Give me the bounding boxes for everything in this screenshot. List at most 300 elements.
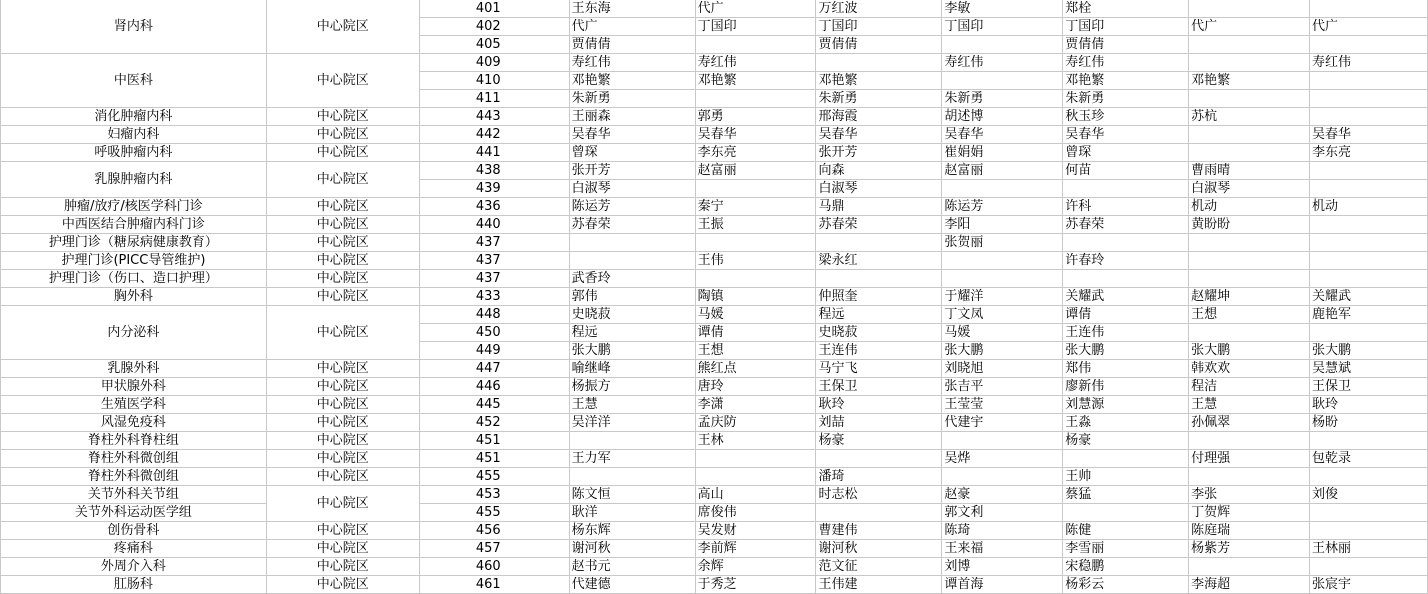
doctor-cell[interactable]: 张大鹏 [1189, 342, 1310, 360]
department-cell[interactable]: 创伤骨科 [1, 522, 267, 540]
department-cell[interactable]: 护理门诊（伤口、造口护理） [1, 270, 267, 288]
doctor-cell[interactable]: 吴春华 [1310, 126, 1428, 144]
doctor-cell[interactable]: 杨振方 [569, 378, 695, 396]
doctor-cell[interactable]: 白淑琴 [816, 180, 942, 198]
room-cell[interactable]: 439 [419, 180, 569, 198]
doctor-cell[interactable] [942, 36, 1063, 54]
campus-cell[interactable]: 中心院区 [266, 252, 419, 270]
doctor-cell[interactable]: 王振 [695, 216, 816, 234]
department-cell[interactable]: 护理门诊（糖尿病健康教育） [1, 234, 267, 252]
doctor-cell[interactable]: 李潇 [695, 396, 816, 414]
room-cell[interactable]: 410 [419, 72, 569, 90]
doctor-cell[interactable] [1310, 234, 1428, 252]
doctor-cell[interactable] [1310, 468, 1428, 486]
room-cell[interactable]: 442 [419, 126, 569, 144]
doctor-cell[interactable]: 杨紫芳 [1189, 540, 1310, 558]
room-cell[interactable]: 448 [419, 306, 569, 324]
doctor-cell[interactable]: 史晓菽 [816, 324, 942, 342]
campus-cell[interactable]: 中心院区 [266, 54, 419, 108]
doctor-cell[interactable]: 杨彩云 [1063, 576, 1189, 594]
department-cell[interactable]: 生殖医学科 [1, 396, 267, 414]
doctor-cell[interactable] [816, 270, 942, 288]
doctor-cell[interactable]: 代建宇 [942, 414, 1063, 432]
doctor-cell[interactable] [816, 450, 942, 468]
campus-cell[interactable]: 中心院区 [266, 162, 419, 198]
doctor-cell[interactable]: 曾琛 [569, 144, 695, 162]
doctor-cell[interactable]: 机动 [1189, 198, 1310, 216]
doctor-cell[interactable] [1189, 90, 1310, 108]
room-cell[interactable]: 402 [419, 18, 569, 36]
department-cell[interactable]: 关节外科关节组 [1, 486, 267, 504]
doctor-cell[interactable]: 赵豪 [942, 486, 1063, 504]
doctor-cell[interactable]: 朱新勇 [1063, 90, 1189, 108]
department-cell[interactable]: 妇瘤内科 [1, 126, 267, 144]
doctor-cell[interactable] [695, 90, 816, 108]
doctor-cell[interactable] [1310, 108, 1428, 126]
doctor-cell[interactable]: 程洁 [1189, 378, 1310, 396]
doctor-cell[interactable]: 崔娟娟 [942, 144, 1063, 162]
doctor-cell[interactable] [695, 270, 816, 288]
doctor-cell[interactable]: 张大鹏 [569, 342, 695, 360]
doctor-cell[interactable]: 代广 [1189, 18, 1310, 36]
department-cell[interactable]: 外周介入科 [1, 558, 267, 576]
doctor-cell[interactable]: 廖新伟 [1063, 378, 1189, 396]
doctor-cell[interactable] [569, 252, 695, 270]
doctor-cell[interactable]: 代广 [569, 18, 695, 36]
doctor-cell[interactable]: 朱新勇 [816, 90, 942, 108]
doctor-cell[interactable] [1063, 180, 1189, 198]
doctor-cell[interactable]: 杨豪 [816, 432, 942, 450]
doctor-cell[interactable]: 刘慧源 [1063, 396, 1189, 414]
doctor-cell[interactable]: 李东亮 [1310, 144, 1428, 162]
doctor-cell[interactable]: 秋玉珍 [1063, 108, 1189, 126]
doctor-cell[interactable] [1063, 234, 1189, 252]
doctor-cell[interactable]: 机动 [1310, 198, 1428, 216]
doctor-cell[interactable] [1063, 450, 1189, 468]
doctor-cell[interactable] [1310, 162, 1428, 180]
doctor-cell[interactable] [1310, 504, 1428, 522]
doctor-cell[interactable] [942, 468, 1063, 486]
doctor-cell[interactable]: 李前辉 [695, 540, 816, 558]
doctor-cell[interactable]: 喻继峰 [569, 360, 695, 378]
doctor-cell[interactable]: 吴发财 [695, 522, 816, 540]
doctor-cell[interactable]: 张大鹏 [1063, 342, 1189, 360]
department-cell[interactable]: 甲状腺外科 [1, 378, 267, 396]
doctor-cell[interactable]: 曹雨晴 [1189, 162, 1310, 180]
doctor-cell[interactable]: 邓艳繁 [695, 72, 816, 90]
doctor-cell[interactable] [1310, 522, 1428, 540]
doctor-cell[interactable]: 陈庭瑞 [1189, 522, 1310, 540]
campus-cell[interactable]: 中心院区 [266, 126, 419, 144]
doctor-cell[interactable]: 代建德 [569, 576, 695, 594]
room-cell[interactable]: 445 [419, 396, 569, 414]
doctor-cell[interactable]: 郑栓 [1063, 0, 1189, 18]
doctor-cell[interactable]: 王想 [695, 342, 816, 360]
doctor-cell[interactable] [1310, 36, 1428, 54]
doctor-cell[interactable]: 谢河秋 [569, 540, 695, 558]
doctor-cell[interactable]: 郭伟 [569, 288, 695, 306]
room-cell[interactable]: 440 [419, 216, 569, 234]
doctor-cell[interactable]: 马媛 [695, 306, 816, 324]
doctor-cell[interactable]: 邓艳繁 [1063, 72, 1189, 90]
doctor-cell[interactable]: 寿红伟 [1063, 54, 1189, 72]
doctor-cell[interactable] [569, 468, 695, 486]
doctor-cell[interactable]: 吴春华 [816, 126, 942, 144]
room-cell[interactable]: 461 [419, 576, 569, 594]
doctor-cell[interactable]: 刘晓旭 [942, 360, 1063, 378]
doctor-cell[interactable]: 包乾录 [1310, 450, 1428, 468]
doctor-cell[interactable]: 马宁飞 [816, 360, 942, 378]
room-cell[interactable]: 436 [419, 198, 569, 216]
doctor-cell[interactable]: 李东亮 [695, 144, 816, 162]
doctor-cell[interactable]: 张贺丽 [942, 234, 1063, 252]
doctor-cell[interactable]: 贾倩倩 [569, 36, 695, 54]
campus-cell[interactable]: 中心院区 [266, 450, 419, 468]
doctor-cell[interactable] [1189, 468, 1310, 486]
department-cell[interactable]: 肾内科 [1, 0, 267, 54]
doctor-cell[interactable]: 白淑琴 [1189, 180, 1310, 198]
doctor-cell[interactable]: 宋稳鹏 [1063, 558, 1189, 576]
room-cell[interactable]: 438 [419, 162, 569, 180]
room-cell[interactable]: 437 [419, 234, 569, 252]
doctor-cell[interactable]: 王林丽 [1310, 540, 1428, 558]
doctor-cell[interactable] [1189, 144, 1310, 162]
department-cell[interactable]: 关节外科运动医学组 [1, 504, 267, 522]
room-cell[interactable]: 457 [419, 540, 569, 558]
doctor-cell[interactable] [816, 234, 942, 252]
doctor-cell[interactable] [942, 432, 1063, 450]
campus-cell[interactable]: 中心院区 [266, 378, 419, 396]
doctor-cell[interactable]: 王慧 [569, 396, 695, 414]
room-cell[interactable]: 443 [419, 108, 569, 126]
doctor-cell[interactable]: 贾倩倩 [1063, 36, 1189, 54]
doctor-cell[interactable]: 杨东辉 [569, 522, 695, 540]
doctor-cell[interactable] [1310, 270, 1428, 288]
doctor-cell[interactable] [1310, 252, 1428, 270]
doctor-cell[interactable]: 武香玲 [569, 270, 695, 288]
doctor-cell[interactable]: 王淼 [1063, 414, 1189, 432]
doctor-cell[interactable]: 赵富丽 [695, 162, 816, 180]
campus-cell[interactable]: 中心院区 [266, 198, 419, 216]
room-cell[interactable]: 447 [419, 360, 569, 378]
doctor-cell[interactable] [1189, 252, 1310, 270]
doctor-cell[interactable]: 王林 [695, 432, 816, 450]
doctor-cell[interactable]: 蔡猛 [1063, 486, 1189, 504]
doctor-cell[interactable] [1189, 558, 1310, 576]
doctor-cell[interactable]: 邓艳繁 [569, 72, 695, 90]
doctor-cell[interactable]: 赵耀坤 [1189, 288, 1310, 306]
campus-cell[interactable]: 中心院区 [266, 468, 419, 486]
room-cell[interactable]: 451 [419, 450, 569, 468]
room-cell[interactable]: 453 [419, 486, 569, 504]
doctor-cell[interactable]: 苏杭 [1189, 108, 1310, 126]
doctor-cell[interactable]: 代广 [695, 0, 816, 18]
doctor-cell[interactable]: 张开芳 [569, 162, 695, 180]
doctor-cell[interactable]: 刘博 [942, 558, 1063, 576]
doctor-cell[interactable]: 苏春荣 [569, 216, 695, 234]
doctor-cell[interactable]: 耿玲 [1310, 396, 1428, 414]
doctor-cell[interactable]: 程远 [569, 324, 695, 342]
doctor-cell[interactable]: 王保卫 [1310, 378, 1428, 396]
department-cell[interactable]: 肿瘤/放疗/核医学科门诊 [1, 198, 267, 216]
doctor-cell[interactable]: 丁国印 [816, 18, 942, 36]
doctor-cell[interactable]: 关耀武 [1063, 288, 1189, 306]
doctor-cell[interactable]: 孙佩翠 [1189, 414, 1310, 432]
doctor-cell[interactable] [569, 234, 695, 252]
doctor-cell[interactable]: 张大鹏 [942, 342, 1063, 360]
doctor-cell[interactable]: 郑伟 [1063, 360, 1189, 378]
doctor-cell[interactable]: 王莹莹 [942, 396, 1063, 414]
doctor-cell[interactable]: 李海超 [1189, 576, 1310, 594]
doctor-cell[interactable]: 贾倩倩 [816, 36, 942, 54]
doctor-cell[interactable]: 吴洋洋 [569, 414, 695, 432]
department-cell[interactable]: 脊柱外科微创组 [1, 468, 267, 486]
doctor-cell[interactable]: 鹿艳军 [1310, 306, 1428, 324]
doctor-cell[interactable]: 秦宁 [695, 198, 816, 216]
doctor-cell[interactable]: 耿玲 [816, 396, 942, 414]
room-cell[interactable]: 409 [419, 54, 569, 72]
doctor-cell[interactable]: 程远 [816, 306, 942, 324]
doctor-cell[interactable]: 王力军 [569, 450, 695, 468]
department-cell[interactable]: 中西医结合肿瘤内科门诊 [1, 216, 267, 234]
doctor-cell[interactable]: 许科 [1063, 198, 1189, 216]
doctor-cell[interactable] [1189, 432, 1310, 450]
doctor-cell[interactable] [1310, 324, 1428, 342]
doctor-cell[interactable]: 韩欢欢 [1189, 360, 1310, 378]
doctor-cell[interactable] [1310, 90, 1428, 108]
campus-cell[interactable]: 中心院区 [266, 522, 419, 540]
room-cell[interactable]: 456 [419, 522, 569, 540]
doctor-cell[interactable]: 朱新勇 [569, 90, 695, 108]
room-cell[interactable]: 455 [419, 504, 569, 522]
doctor-cell[interactable] [1189, 324, 1310, 342]
doctor-cell[interactable]: 熊红点 [695, 360, 816, 378]
doctor-cell[interactable]: 孟庆防 [695, 414, 816, 432]
campus-cell[interactable]: 中心院区 [266, 396, 419, 414]
doctor-cell[interactable]: 丁国印 [1063, 18, 1189, 36]
doctor-cell[interactable]: 范文征 [816, 558, 942, 576]
doctor-cell[interactable]: 王帅 [1063, 468, 1189, 486]
doctor-cell[interactable]: 邓艳繁 [1189, 72, 1310, 90]
room-cell[interactable]: 433 [419, 288, 569, 306]
doctor-cell[interactable]: 于秀芝 [695, 576, 816, 594]
doctor-cell[interactable] [695, 36, 816, 54]
doctor-cell[interactable]: 李阳 [942, 216, 1063, 234]
doctor-cell[interactable]: 史晓菽 [569, 306, 695, 324]
doctor-cell[interactable]: 陈运芳 [942, 198, 1063, 216]
doctor-cell[interactable]: 寿红伟 [942, 54, 1063, 72]
doctor-cell[interactable] [1189, 234, 1310, 252]
doctor-cell[interactable]: 邓艳繁 [816, 72, 942, 90]
doctor-cell[interactable]: 刘俊 [1310, 486, 1428, 504]
doctor-cell[interactable]: 刘喆 [816, 414, 942, 432]
doctor-cell[interactable]: 马媛 [942, 324, 1063, 342]
campus-cell[interactable]: 中心院区 [266, 486, 419, 522]
department-cell[interactable]: 消化肿瘤内科 [1, 108, 267, 126]
doctor-cell[interactable]: 付理强 [1189, 450, 1310, 468]
doctor-cell[interactable]: 寿红伟 [695, 54, 816, 72]
campus-cell[interactable]: 中心院区 [266, 360, 419, 378]
doctor-cell[interactable]: 余辉 [695, 558, 816, 576]
room-cell[interactable]: 460 [419, 558, 569, 576]
doctor-cell[interactable]: 吴烨 [942, 450, 1063, 468]
doctor-cell[interactable]: 张吉平 [942, 378, 1063, 396]
campus-cell[interactable]: 中心院区 [266, 306, 419, 360]
doctor-cell[interactable]: 杨盼 [1310, 414, 1428, 432]
department-cell[interactable]: 脊柱外科脊柱组 [1, 432, 267, 450]
doctor-cell[interactable]: 于耀洋 [942, 288, 1063, 306]
doctor-cell[interactable]: 郭文利 [942, 504, 1063, 522]
doctor-cell[interactable] [569, 432, 695, 450]
doctor-cell[interactable]: 吴春华 [695, 126, 816, 144]
department-cell[interactable]: 中医科 [1, 54, 267, 108]
doctor-cell[interactable]: 向森 [816, 162, 942, 180]
doctor-cell[interactable] [1310, 432, 1428, 450]
campus-cell[interactable]: 中心院区 [266, 234, 419, 252]
doctor-cell[interactable] [942, 180, 1063, 198]
doctor-cell[interactable]: 杨豪 [1063, 432, 1189, 450]
doctor-cell[interactable]: 王保卫 [816, 378, 942, 396]
doctor-cell[interactable]: 仲照奎 [816, 288, 942, 306]
doctor-cell[interactable]: 时志松 [816, 486, 942, 504]
doctor-cell[interactable]: 曾琛 [1063, 144, 1189, 162]
doctor-cell[interactable]: 谭倩 [695, 324, 816, 342]
doctor-cell[interactable]: 唐玲 [695, 378, 816, 396]
doctor-cell[interactable]: 王丽森 [569, 108, 695, 126]
doctor-cell[interactable]: 王伟建 [816, 576, 942, 594]
doctor-cell[interactable] [942, 252, 1063, 270]
doctor-cell[interactable]: 关耀武 [1310, 288, 1428, 306]
doctor-cell[interactable]: 白淑琴 [569, 180, 695, 198]
doctor-cell[interactable]: 赵富丽 [942, 162, 1063, 180]
doctor-cell[interactable]: 陈运芳 [569, 198, 695, 216]
room-cell[interactable]: 446 [419, 378, 569, 396]
doctor-cell[interactable]: 谭首海 [942, 576, 1063, 594]
doctor-cell[interactable] [1189, 54, 1310, 72]
doctor-cell[interactable] [1189, 0, 1310, 18]
doctor-cell[interactable]: 郭勇 [695, 108, 816, 126]
doctor-cell[interactable] [1189, 126, 1310, 144]
doctor-cell[interactable]: 苏春荣 [816, 216, 942, 234]
doctor-cell[interactable]: 许春玲 [1063, 252, 1189, 270]
doctor-cell[interactable]: 苏春荣 [1063, 216, 1189, 234]
doctor-cell[interactable]: 胡述博 [942, 108, 1063, 126]
doctor-cell[interactable]: 寿红伟 [1310, 54, 1428, 72]
doctor-cell[interactable]: 丁国印 [695, 18, 816, 36]
doctor-cell[interactable]: 王来福 [942, 540, 1063, 558]
room-cell[interactable]: 449 [419, 342, 569, 360]
doctor-cell[interactable]: 邢海霞 [816, 108, 942, 126]
doctor-cell[interactable] [1063, 504, 1189, 522]
department-cell[interactable]: 乳腺外科 [1, 360, 267, 378]
doctor-cell[interactable]: 王慧 [1189, 396, 1310, 414]
doctor-cell[interactable] [1310, 216, 1428, 234]
doctor-cell[interactable]: 吴春华 [942, 126, 1063, 144]
doctor-cell[interactable]: 陈琦 [942, 522, 1063, 540]
department-cell[interactable]: 胸外科 [1, 288, 267, 306]
department-cell[interactable]: 乳腺肿瘤内科 [1, 162, 267, 198]
room-cell[interactable]: 451 [419, 432, 569, 450]
campus-cell[interactable]: 中心院区 [266, 432, 419, 450]
room-cell[interactable]: 437 [419, 252, 569, 270]
doctor-cell[interactable]: 吴春华 [1063, 126, 1189, 144]
doctor-cell[interactable]: 张开芳 [816, 144, 942, 162]
department-cell[interactable]: 护理门诊(PICC导管维护) [1, 252, 267, 270]
doctor-cell[interactable]: 黄盼盼 [1189, 216, 1310, 234]
doctor-cell[interactable]: 赵书元 [569, 558, 695, 576]
doctor-cell[interactable] [695, 234, 816, 252]
doctor-cell[interactable] [816, 54, 942, 72]
doctor-cell[interactable]: 李雪丽 [1063, 540, 1189, 558]
room-cell[interactable]: 441 [419, 144, 569, 162]
doctor-cell[interactable] [942, 270, 1063, 288]
department-cell[interactable]: 疼痛科 [1, 540, 267, 558]
doctor-cell[interactable]: 王伟 [695, 252, 816, 270]
doctor-cell[interactable] [1310, 0, 1428, 18]
doctor-cell[interactable]: 张大鹏 [1310, 342, 1428, 360]
room-cell[interactable]: 401 [419, 0, 569, 18]
doctor-cell[interactable]: 吴慧斌 [1310, 360, 1428, 378]
doctor-cell[interactable]: 王东海 [569, 0, 695, 18]
campus-cell[interactable]: 中心院区 [266, 108, 419, 126]
department-cell[interactable]: 肛肠科 [1, 576, 267, 594]
doctor-cell[interactable]: 王连伟 [816, 342, 942, 360]
department-cell[interactable]: 脊柱外科微创组 [1, 450, 267, 468]
doctor-cell[interactable] [942, 72, 1063, 90]
doctor-cell[interactable] [1310, 558, 1428, 576]
doctor-cell[interactable]: 曹建伟 [816, 522, 942, 540]
doctor-cell[interactable]: 梁永红 [816, 252, 942, 270]
campus-cell[interactable]: 中心院区 [266, 144, 419, 162]
doctor-cell[interactable]: 李张 [1189, 486, 1310, 504]
doctor-cell[interactable]: 丁贺辉 [1189, 504, 1310, 522]
doctor-cell[interactable] [695, 450, 816, 468]
doctor-cell[interactable] [1189, 270, 1310, 288]
campus-cell[interactable]: 中心院区 [266, 216, 419, 234]
doctor-cell[interactable] [1063, 270, 1189, 288]
doctor-cell[interactable]: 谢河秋 [816, 540, 942, 558]
campus-cell[interactable]: 中心院区 [266, 270, 419, 288]
doctor-cell[interactable]: 潘琦 [816, 468, 942, 486]
doctor-cell[interactable]: 李敏 [942, 0, 1063, 18]
doctor-cell[interactable]: 寿红伟 [569, 54, 695, 72]
campus-cell[interactable]: 中心院区 [266, 576, 419, 594]
doctor-cell[interactable]: 席俊伟 [695, 504, 816, 522]
room-cell[interactable]: 437 [419, 270, 569, 288]
doctor-cell[interactable] [695, 180, 816, 198]
doctor-cell[interactable]: 高山 [695, 486, 816, 504]
doctor-cell[interactable]: 丁国印 [942, 18, 1063, 36]
campus-cell[interactable]: 中心院区 [266, 540, 419, 558]
doctor-cell[interactable] [695, 468, 816, 486]
doctor-cell[interactable]: 丁文凤 [942, 306, 1063, 324]
doctor-cell[interactable]: 万红波 [816, 0, 942, 18]
campus-cell[interactable]: 中心院区 [266, 288, 419, 306]
room-cell[interactable]: 411 [419, 90, 569, 108]
department-cell[interactable]: 内分泌科 [1, 306, 267, 360]
doctor-cell[interactable]: 吴春华 [569, 126, 695, 144]
doctor-cell[interactable]: 耿洋 [569, 504, 695, 522]
doctor-cell[interactable]: 王连伟 [1063, 324, 1189, 342]
campus-cell[interactable]: 中心院区 [266, 414, 419, 432]
doctor-cell[interactable]: 王想 [1189, 306, 1310, 324]
doctor-cell[interactable]: 陶镇 [695, 288, 816, 306]
doctor-cell[interactable]: 谭倩 [1063, 306, 1189, 324]
doctor-cell[interactable]: 张宸宇 [1310, 576, 1428, 594]
doctor-cell[interactable]: 代广 [1310, 18, 1428, 36]
campus-cell[interactable]: 中心院区 [266, 558, 419, 576]
department-cell[interactable]: 呼吸肿瘤内科 [1, 144, 267, 162]
